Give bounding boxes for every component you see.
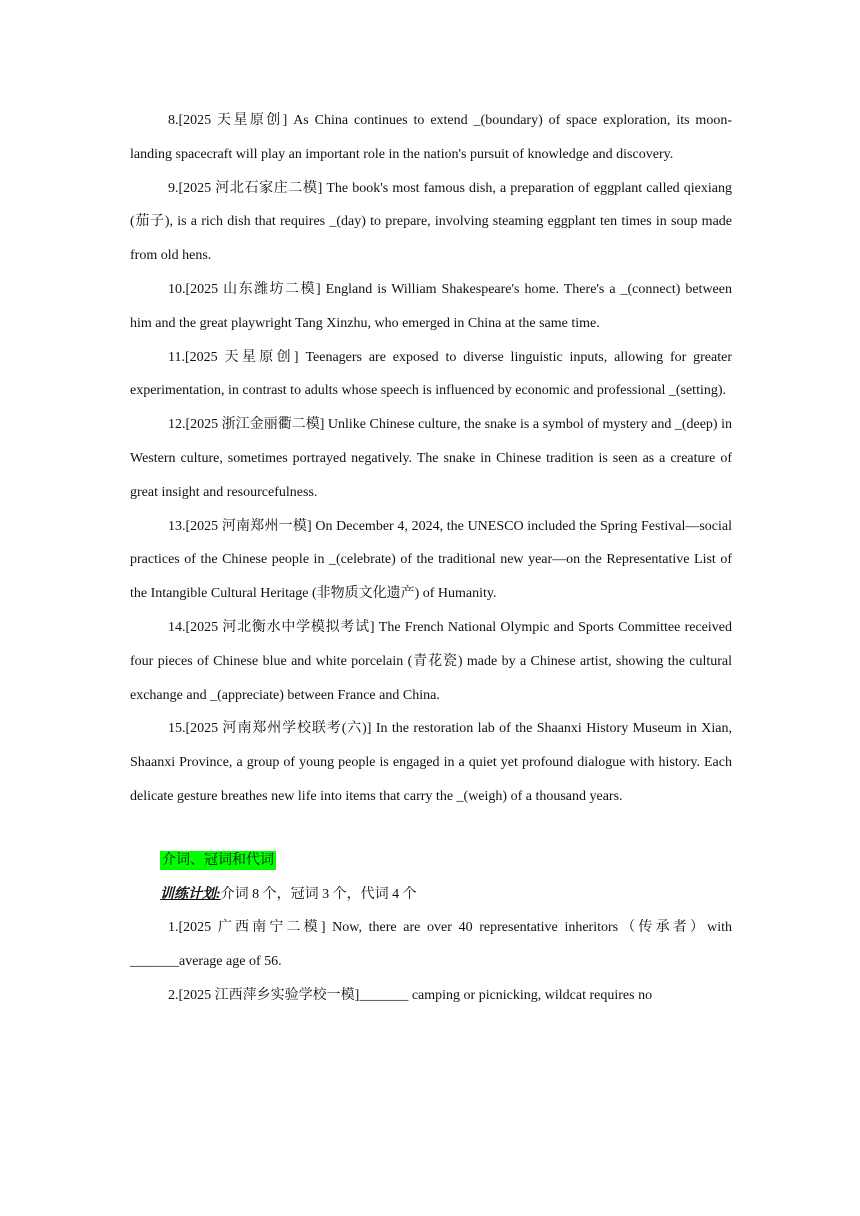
question-9: 9.[2025 河北石家庄二模] The book's most famous dish, a preparation of eggplant called qiexiang (茄子), is a rich dish that requires _(day) to prepare, involving steaming eggplant ten times in soup made from old hens. [130,180,732,264]
question-14: 14.[2025 河北衡水中学模拟考试] The French National Olympic and Sports Committee received four pieces of Chinese blue and white porcelain (青花瓷) made by a Chinese artist, showing the cultural exchange and _(appreciate) between France and China. [130,619,732,703]
question-2: 2.[2025 江西萍乡实验学校一模]_______ camping or picnicking, wildcat requires no [168,987,653,1003]
training-plan [130,878,732,912]
section-title-highlight: 介词、冠词和代词 [162,852,274,868]
plan-text: 介词 8 个，冠词 3 个，代词 4 个 [220,886,417,902]
plan-label: 训练计划: [160,886,221,902]
document-page [130,104,732,1013]
question-12: 12.[2025 浙江金丽衢二模] Unlike Chinese culture, the snake is a symbol of mystery and _(deep) in Western culture, sometimes portrayed negatively. The snake in Chinese tradition is seen as a creature of great insight and resourcefulness. [130,417,732,500]
question-13: 13.[2025 河南郑州一模] On December 4, 2024, the UNESCO included the Spring Festival—social practices of the Chinese people in _(celebrate) of the traditional new year—on the Representative List of the Intangible Cultural Heritage (非物质文化遗产) of Humanity. [130,518,732,602]
question-8: 8.[2025 天星原创] As China continues to extend _(boundary) of space exploration, its moon-landing spacecraft will play an important role in the nation's pursuit of knowledge and discovery. [130,113,732,162]
question-10: 10.[2025 山东潍坊二模] England is William Shakespeare's home. There's a _(connect) between him and the great playwright Tang Xinzhu, who emerged in China at the same time. [130,281,732,331]
question-15: 15.[2025 河南郑州学校联考(六)] In the restoration lab of the Shaanxi History Museum in Xian, Shaanxi Province, a group of young people is engaged in a quiet yet profound dialogue with history. Each delicate gesture breathes new life into items that carry the _(weigh) of a thousand years. [130,721,732,804]
section-heading [130,844,732,878]
question-1: 1.[2025 广西南宁二模] Now, there are over 40 representative inheritors（传承者）with _______average age of 56. [130,920,732,970]
question-11: 11.[2025 天星原创] Teenagers are exposed to diverse linguistic inputs, allowing for greater experimentation, in contrast to adults whose speech is influenced by economic and professional _(setting). [130,349,732,399]
